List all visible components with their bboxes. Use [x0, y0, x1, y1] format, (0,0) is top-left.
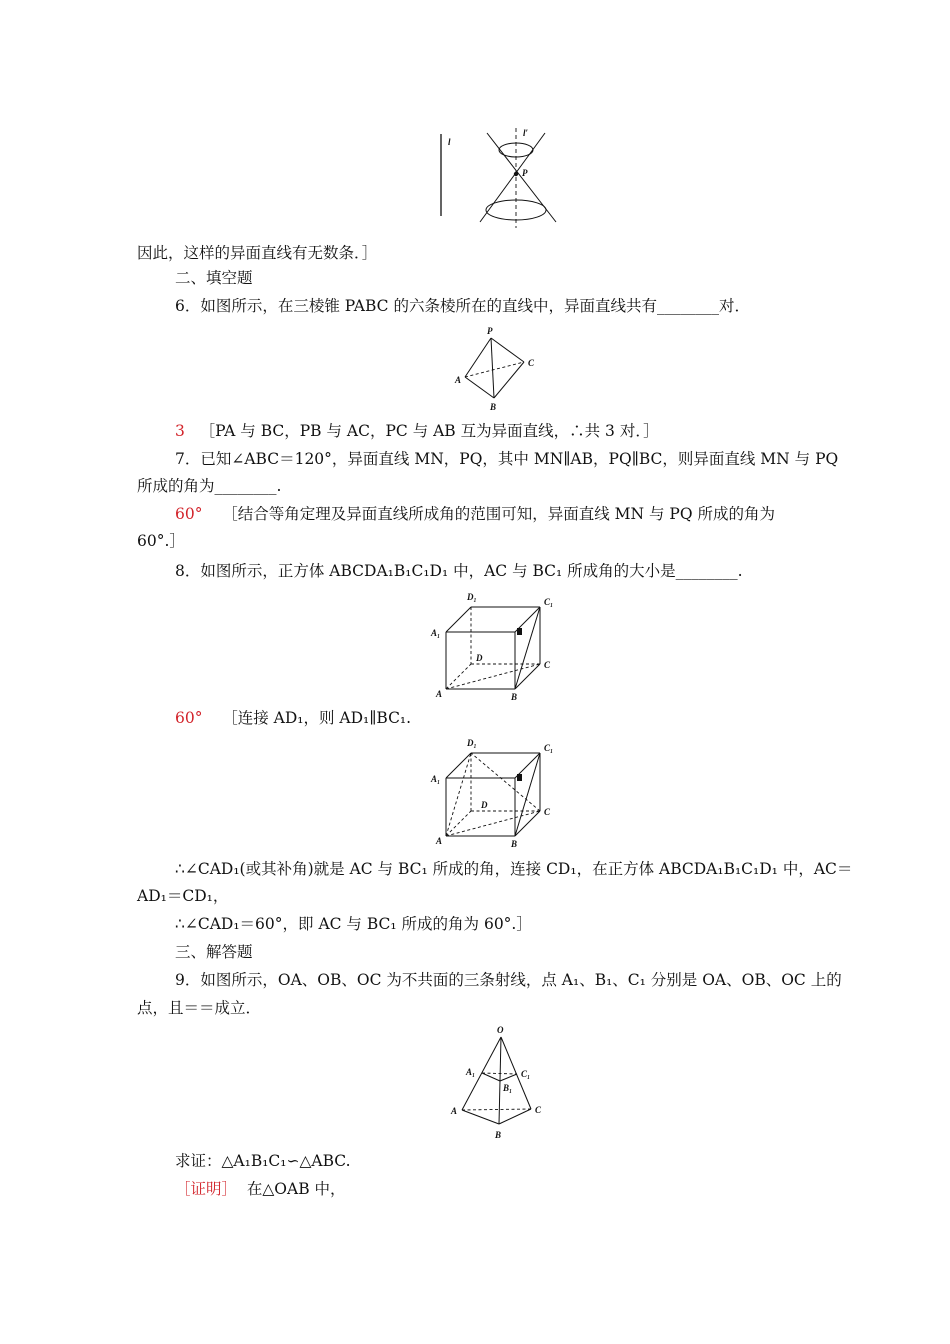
cube2-label-D1: D₁ [467, 738, 477, 748]
proof-start [175, 1178, 346, 1200]
cube1-label-B: B [511, 692, 518, 702]
answer-6-explanation: ［PA 与 BC，PB 与 AC，PC 与 AB 互为异面直线，∴共 3 对．］ [199, 422, 659, 440]
pyr-label-B: B [495, 1130, 502, 1140]
answer-6-value: 3 [175, 422, 185, 440]
edge-A1B1 [482, 1073, 500, 1081]
cube1-label-C: C [544, 660, 551, 670]
question-7-line2: 所成的角为________. [137, 477, 282, 495]
section-solve: 三、解答题 [175, 943, 253, 961]
answer-7-line2: 60°.］ [137, 532, 185, 550]
prove-statement: 求证：△A₁B₁C₁∽△ABC. [175, 1152, 351, 1170]
answer-8-line2: ∴∠CAD₁(或其补角)就是 AC 与 BC₁ 所成的角，连接 CD₁，在正方体 ABCDA₁B₁C₁D₁ 中，AC＝ [175, 860, 853, 878]
cube2-label-B: B [511, 839, 518, 849]
cube1-label-A: A [436, 689, 443, 699]
answer-7-value: 60° [175, 505, 203, 523]
answer-8-line3: AD₁＝CD₁， [137, 887, 229, 905]
question-9-line2: 点，且＝＝成立． [137, 999, 262, 1017]
cube1-label-D1: D₁ [467, 592, 477, 602]
edge-AB [462, 1110, 499, 1124]
pyr-label-A1: A₁ [466, 1067, 476, 1077]
pyr-label-O: O [497, 1025, 504, 1035]
label-C: C [528, 358, 535, 368]
proof-text: 在△OAB 中， [246, 1180, 346, 1198]
cube2-label-A: A [436, 836, 443, 846]
answer-8-value: 60° [175, 709, 203, 727]
cube1-label-C1: C₁ [544, 597, 554, 607]
label-l-prime: l′ [523, 128, 529, 138]
cube2-label-A1: A₁ [431, 774, 441, 784]
conclusion-line: 因此，这样的异面直线有无数条．］ [137, 244, 378, 262]
section-fill-blank: 二、填空题 [175, 269, 253, 287]
edge-B1C1 [500, 1074, 517, 1081]
answer-7-explanation: ［结合等角定理及异面直线所成角的范围可知，异面直线 MN 与 PQ 所成的角为 [222, 505, 775, 523]
cube1-label-A1: A₁ [431, 628, 441, 638]
pyr-label-A: A [451, 1106, 458, 1116]
question-9-line1: 9．如图所示，OA、OB、OC 为不共面的三条射线，点 A₁、B₁、C₁ 分别是 OA、OB、OC 上的 [175, 971, 842, 989]
edge-AC [462, 1109, 531, 1110]
label-l: l [448, 137, 451, 147]
question-8: 8．如图所示，正方体 ABCDA₁B₁C₁D₁ 中，AC 与 BC₁ 所成角的大小是________. [175, 562, 743, 580]
pyr-label-C1: C₁ [521, 1069, 531, 1079]
cube2-label-D: D [481, 800, 488, 810]
label-B: B [490, 402, 497, 412]
edge-A1C1 [482, 1073, 517, 1074]
question-6: 6．如图所示，在三棱锥 PABC 的六条棱所在的直线中，异面直线共有________对． [175, 297, 750, 315]
cube1-label-D: D [476, 653, 483, 663]
answer-8-explanation: ［连接 AD₁，则 AD₁∥BC₁. [222, 709, 412, 727]
label-p: P [522, 168, 528, 178]
cube2-label-C: C [544, 807, 551, 817]
label-A: A [455, 375, 462, 385]
pyr-label-C: C [535, 1105, 542, 1115]
proof-tag: ［证明］ [175, 1180, 238, 1198]
cube2-label-C1: C₁ [544, 743, 554, 753]
label-P: P [487, 326, 493, 336]
answer-8-line4: ∴∠CAD₁＝60°，即 AC 与 BC₁ 所成的角为 60°.］ [175, 915, 532, 933]
edge-BC [499, 1109, 531, 1124]
question-7-line1: 7．已知∠ABC＝120°，异面直线 MN，PQ，其中 MN∥AB，PQ∥BC，则异面直线 MN 与 PQ [175, 450, 839, 468]
pyr-label-B1: B₁ [503, 1083, 513, 1093]
